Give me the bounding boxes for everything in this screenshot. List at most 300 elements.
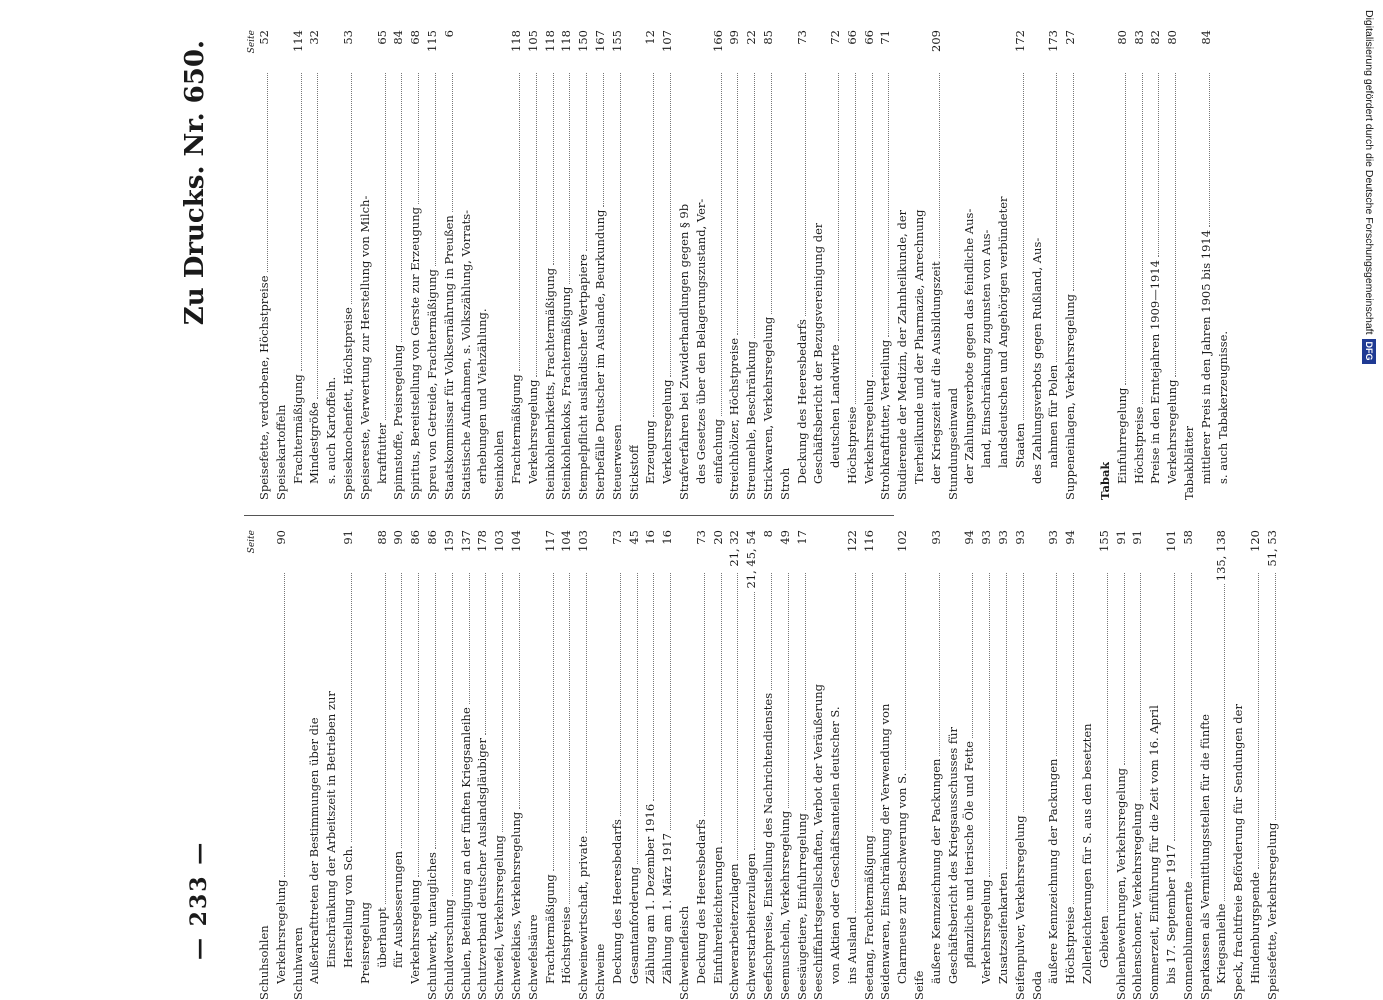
entry-term: Frachtermäßigung bbox=[542, 874, 557, 984]
index-entry bbox=[693, 30, 710, 500]
entry-page-ref: 118 bbox=[542, 30, 557, 52]
dot-leader bbox=[476, 573, 486, 735]
entry-term: Deckung des Heeresbedarfs bbox=[693, 819, 708, 984]
entry-term: pflanzliche und tierische Öle und Fette bbox=[962, 741, 977, 968]
dot-leader bbox=[1182, 573, 1192, 878]
dot-leader bbox=[712, 73, 722, 416]
dot-leader bbox=[528, 573, 537, 911]
dot-leader bbox=[409, 573, 419, 877]
entry-page-ref: 115 bbox=[424, 30, 439, 52]
index-entry bbox=[525, 30, 542, 500]
entry-term: Stroh bbox=[777, 467, 792, 500]
entry-term: Schweine bbox=[592, 943, 607, 1000]
dot-leader bbox=[1249, 573, 1259, 869]
dot-leader bbox=[1032, 73, 1041, 235]
entry-page-ref: 83 bbox=[1131, 30, 1146, 45]
entry-term: bis 17. September 1917 bbox=[1164, 844, 1179, 984]
index-entry bbox=[424, 30, 441, 500]
entry-page-ref: 22 bbox=[744, 30, 759, 45]
entry-page-ref: 12 bbox=[643, 30, 658, 45]
dot-leader bbox=[342, 73, 352, 304]
index-entry bbox=[508, 30, 525, 500]
dot-leader bbox=[460, 573, 470, 704]
dot-leader bbox=[948, 73, 957, 385]
entry-term: kraftfutter bbox=[374, 422, 389, 484]
entry-term: Statistische Aufnahmen, s. Volkszählung, Vorrats- bbox=[458, 210, 473, 500]
index-entry bbox=[306, 530, 323, 1000]
entry-term: Tierheilkunde und der Pharmazie, Anrechnung bbox=[912, 209, 927, 484]
dot-leader bbox=[494, 73, 503, 427]
dot-leader bbox=[846, 573, 856, 913]
entry-term: Schweinewirtschaft, private bbox=[576, 835, 591, 1000]
dot-leader bbox=[930, 73, 940, 258]
dot-leader bbox=[309, 573, 318, 714]
dot-leader bbox=[477, 73, 486, 305]
index-entry bbox=[1131, 30, 1148, 500]
dot-leader bbox=[376, 573, 386, 904]
dot-leader bbox=[510, 573, 520, 809]
dot-leader bbox=[964, 73, 973, 206]
dot-leader bbox=[1184, 73, 1193, 423]
entry-term: Mindestgröße bbox=[307, 402, 322, 484]
dot-leader bbox=[1098, 573, 1108, 912]
dot-leader bbox=[813, 73, 822, 220]
entry-term: Strohkraftfutter, Verteilung bbox=[878, 339, 893, 500]
dot-leader bbox=[443, 573, 453, 896]
index-entry bbox=[592, 30, 609, 500]
dot-leader bbox=[896, 573, 906, 770]
dot-leader bbox=[1149, 73, 1159, 257]
index-entry bbox=[1129, 530, 1146, 1000]
dot-leader bbox=[1088, 73, 1097, 497]
entry-term: Gebieten bbox=[1096, 915, 1111, 968]
index-entry bbox=[1114, 30, 1131, 500]
entry-page-ref: 155 bbox=[609, 30, 624, 52]
index-entry bbox=[1181, 30, 1198, 500]
entry-term: Stundungseinwand bbox=[945, 387, 960, 500]
index-entry bbox=[390, 30, 407, 500]
entry-page-ref: 82 bbox=[1148, 30, 1163, 45]
entry-page-ref: 90 bbox=[273, 530, 288, 545]
index-entry bbox=[323, 530, 340, 1000]
entry-term: Schuhwerk, untaugliches bbox=[424, 852, 439, 1000]
entry-page-ref: 167 bbox=[592, 30, 607, 52]
index-entry bbox=[945, 30, 962, 500]
dot-leader bbox=[560, 573, 570, 904]
index-entry bbox=[1079, 530, 1096, 1000]
entry-term: Sommerzeit, Einführung für die Zeit vom 16. April bbox=[1147, 705, 1162, 1000]
entry-term: s. auch Kartoffeln. bbox=[324, 376, 339, 484]
entry-term: Schweinefleisch bbox=[676, 905, 691, 1000]
dot-leader bbox=[679, 73, 688, 201]
index-entry bbox=[626, 30, 643, 500]
entry-page-ref: 99 bbox=[727, 30, 742, 45]
index-entry bbox=[340, 530, 357, 1000]
entry-term: Soda bbox=[1029, 970, 1044, 1000]
entry-term: Zollerleichterungen für S. aus den besetzten bbox=[1080, 723, 1095, 984]
entry-page-ref: 172 bbox=[1012, 30, 1027, 52]
dot-leader bbox=[1133, 73, 1143, 404]
entry-page-ref: 93 bbox=[1012, 530, 1027, 545]
entry-page-ref: 66 bbox=[861, 30, 876, 45]
index-entry bbox=[558, 30, 575, 500]
index-entry bbox=[1264, 530, 1281, 1000]
entry-page-ref: 118 bbox=[508, 30, 523, 52]
dot-leader bbox=[1115, 573, 1125, 765]
dot-leader bbox=[1032, 573, 1041, 968]
entry-page-ref: 52 bbox=[257, 30, 271, 45]
dot-leader bbox=[644, 73, 654, 417]
dot-leader bbox=[1218, 73, 1227, 328]
index-entry bbox=[760, 530, 777, 1000]
index-entry bbox=[508, 530, 525, 1000]
entry-term: Verkehrsregelung bbox=[979, 879, 994, 984]
index-entry bbox=[1180, 530, 1197, 1000]
index-entry bbox=[844, 30, 861, 500]
entry-term: Suppeneinlagen, Verkehrsregelung bbox=[1063, 294, 1078, 500]
entry-term: Tabakblätter bbox=[1182, 425, 1197, 500]
entry-page-ref: 155 bbox=[1096, 530, 1111, 552]
index-entry bbox=[659, 30, 676, 500]
dot-leader bbox=[997, 573, 1007, 869]
entry-term: Deckung des Heeresbedarfs bbox=[794, 319, 809, 484]
index-entry bbox=[374, 530, 391, 1000]
index-entry bbox=[273, 30, 290, 500]
entry-term: Deckung des Heeresbedarfs bbox=[609, 819, 624, 984]
index-entry bbox=[1045, 30, 1062, 500]
entry-term: Verkehrsregelung bbox=[660, 379, 675, 484]
entry-term: Sterbefälle Deutscher im Auslande, Beurkundung bbox=[592, 209, 607, 500]
entry-term: Studierende der Medizin, der Zahnheilkunde, der bbox=[895, 209, 910, 500]
entry-term: Strickwaren, Verkehrsregelung bbox=[760, 316, 775, 500]
entry-term: Tabak bbox=[1098, 461, 1113, 500]
credit-text: Digitalisierung gefördert durch die Deutsche Forschungsgemeinschaft bbox=[1363, 10, 1375, 335]
dot-leader bbox=[342, 573, 352, 842]
dot-leader bbox=[1082, 573, 1091, 720]
entry-term: Speisefette, verdorbene, Höchstpreise bbox=[257, 275, 271, 500]
entry-term: äußere Kennzeichnung der Packungen bbox=[928, 758, 943, 984]
dot-leader bbox=[510, 73, 520, 371]
entry-page-ref: 93 bbox=[1046, 530, 1061, 545]
entry-term: Schwefelsäure bbox=[525, 914, 540, 1000]
dot-leader bbox=[292, 73, 302, 371]
entry-page-ref: 150 bbox=[576, 30, 591, 52]
index-entry bbox=[441, 530, 458, 1000]
dot-leader bbox=[493, 573, 503, 832]
entry-page-ref: 93 bbox=[928, 530, 943, 545]
dot-leader bbox=[696, 73, 705, 196]
dot-leader bbox=[1149, 573, 1158, 702]
index-entry bbox=[642, 30, 659, 500]
entry-term: Streumehle, Beschränkung bbox=[744, 340, 759, 500]
index-entry bbox=[760, 30, 777, 500]
dot-leader bbox=[780, 73, 789, 465]
entry-term: Schwefelkies, Verkehrsregelung bbox=[508, 811, 523, 1000]
index-entry bbox=[290, 530, 307, 1000]
index-entry bbox=[928, 530, 945, 1000]
index-entry bbox=[743, 530, 760, 1000]
entry-page-ref: 80 bbox=[1165, 30, 1180, 45]
entry-page-ref: 91 bbox=[1130, 530, 1145, 545]
index-entry bbox=[861, 30, 878, 500]
entry-term: überhaupt bbox=[374, 907, 389, 968]
index-entry bbox=[1215, 30, 1232, 500]
entry-term: Speisekartoffeln bbox=[273, 404, 288, 500]
entry-page-ref: 91 bbox=[1113, 530, 1128, 545]
index-entry bbox=[542, 30, 559, 500]
entry-page-ref: 68 bbox=[408, 30, 423, 45]
dot-leader bbox=[426, 573, 436, 849]
entry-term: s. auch Tabakerzeugnisse. bbox=[1215, 330, 1230, 484]
index-entry bbox=[340, 30, 357, 500]
index-entry bbox=[911, 530, 928, 1000]
index-entry bbox=[458, 530, 475, 1000]
dot-leader bbox=[560, 73, 570, 284]
dot-leader bbox=[293, 573, 302, 924]
entry-page-ref: 88 bbox=[374, 530, 389, 545]
dot-leader bbox=[326, 573, 335, 688]
dot-leader bbox=[628, 573, 638, 864]
dot-leader bbox=[661, 573, 671, 830]
dot-leader bbox=[1166, 73, 1176, 377]
entry-page-ref: 90 bbox=[391, 530, 406, 545]
entry-page-ref: 49 bbox=[777, 530, 792, 545]
dot-leader bbox=[963, 573, 973, 738]
index-entry bbox=[1062, 30, 1079, 500]
entry-page-ref: 117 bbox=[542, 530, 557, 552]
entry-term: Geschäftsbericht der Bezugsvereinigung der bbox=[811, 222, 826, 484]
index-entry bbox=[978, 530, 995, 1000]
entry-page-ref: 16 bbox=[643, 530, 658, 545]
entry-term: Sohlenschoner, Verkehrsregelung bbox=[1130, 803, 1145, 1000]
dfg-logo: DFG bbox=[1362, 339, 1376, 364]
index-entry bbox=[676, 530, 693, 1000]
index-entry bbox=[1213, 530, 1230, 1000]
entry-term: Einfuhrregelung bbox=[1114, 387, 1129, 484]
dot-leader bbox=[577, 73, 587, 251]
entry-term: Gesamtanforderung bbox=[626, 866, 641, 984]
entry-term: Speiseknochenfett, Höchstpreise bbox=[340, 307, 355, 500]
dot-leader bbox=[880, 573, 889, 701]
index-entry bbox=[441, 30, 458, 500]
entry-term: Streichhölzer, Höchstpreise bbox=[727, 337, 742, 500]
entry-page-ref: 84 bbox=[391, 30, 406, 45]
entry-page-ref: 93 bbox=[996, 530, 1011, 545]
entry-term: Steinkohlenbriketts, Frachtermäßigung bbox=[542, 267, 557, 500]
index-column-right bbox=[244, 30, 1231, 500]
entry-term: Spiritus, Bereitstellung von Gerste zur Erzeugung bbox=[408, 207, 423, 500]
dot-leader bbox=[914, 573, 923, 968]
dot-leader bbox=[863, 73, 873, 377]
dot-leader bbox=[914, 73, 923, 206]
index-entry bbox=[978, 30, 995, 500]
entry-page-ref: 178 bbox=[475, 530, 490, 552]
index-entry bbox=[357, 530, 374, 1000]
seite-label: Seite bbox=[247, 530, 257, 554]
entry-page-ref: 159 bbox=[441, 530, 456, 552]
index-entry bbox=[1230, 530, 1247, 1000]
index-entry bbox=[794, 30, 811, 500]
dot-leader bbox=[998, 73, 1007, 193]
dot-leader bbox=[258, 73, 268, 273]
entry-term: äußere Kennzeichnung der Packungen bbox=[1046, 758, 1061, 984]
entry-page-ref: 71 bbox=[878, 30, 893, 45]
entry-term: Schwefel, Verkehrsregelung bbox=[492, 835, 507, 1000]
page-number: — 233 — bbox=[186, 840, 212, 960]
index-entry bbox=[911, 30, 928, 500]
dot-leader bbox=[728, 73, 738, 335]
entry-page-ref: 122 bbox=[844, 530, 859, 552]
index-entry bbox=[726, 530, 743, 1000]
index-entry bbox=[861, 530, 878, 1000]
index-entry bbox=[609, 30, 626, 500]
entry-term: Steuerwesen bbox=[609, 424, 624, 500]
dot-leader bbox=[897, 73, 906, 207]
index-entry bbox=[491, 530, 508, 1000]
dot-leader bbox=[409, 73, 419, 204]
index-entry bbox=[1029, 530, 1046, 1000]
index-entry bbox=[1062, 530, 1079, 1000]
index-entry bbox=[1147, 30, 1164, 500]
entry-term: deutschen Landwirte bbox=[828, 344, 843, 468]
entry-page-ref: 32 bbox=[307, 30, 322, 45]
index-entry bbox=[877, 530, 894, 1000]
entry-page-ref: 86 bbox=[408, 530, 423, 545]
index-entry bbox=[1045, 530, 1062, 1000]
dot-leader bbox=[259, 573, 268, 922]
index-entry bbox=[1096, 530, 1113, 1000]
entry-term: der Kriegszeit auf die Ausbildungszeit bbox=[928, 261, 943, 484]
entry-term: Preisregelung bbox=[357, 902, 372, 984]
index-entry bbox=[810, 30, 827, 500]
dot-leader bbox=[661, 73, 671, 377]
index-entry bbox=[928, 30, 945, 500]
dot-leader bbox=[1064, 573, 1074, 904]
dot-leader bbox=[629, 73, 638, 442]
entry-term: Zählung am 1. März 1917 bbox=[660, 833, 675, 984]
index-entry bbox=[1247, 530, 1264, 1000]
index-entry bbox=[626, 530, 643, 1000]
entry-term: Sparkassen als Vermittlungsstellen für die fünfte bbox=[1197, 714, 1212, 1000]
entry-page-ref: 104 bbox=[559, 530, 574, 552]
entry-term: für Ausbesserungen bbox=[391, 850, 406, 968]
dot-leader bbox=[392, 73, 402, 342]
entry-term: Steinkohlen bbox=[492, 430, 507, 500]
entry-page-ref: 84 bbox=[1198, 30, 1213, 45]
index-entry bbox=[726, 30, 743, 500]
index-entry bbox=[491, 30, 508, 500]
dot-leader bbox=[981, 73, 990, 227]
entry-term: Zusatzseifenkarten bbox=[996, 872, 1011, 984]
index-entry bbox=[794, 530, 811, 1000]
dot-leader bbox=[980, 573, 990, 877]
dot-leader bbox=[308, 73, 318, 399]
index-entry bbox=[273, 530, 290, 1000]
entry-term: Spinnstoffe, Preisregelung bbox=[391, 344, 406, 500]
index-entry bbox=[945, 530, 962, 1000]
index-entry bbox=[474, 530, 491, 1000]
entry-page-ref: 137 bbox=[458, 530, 473, 552]
entry-term: Stickstoff bbox=[626, 444, 641, 500]
dot-leader bbox=[376, 73, 386, 420]
index-entry bbox=[710, 530, 727, 1000]
entry-term: Verkehrsregelung bbox=[273, 879, 288, 984]
dot-leader bbox=[829, 73, 839, 341]
index-entry bbox=[1029, 30, 1046, 500]
index-entry bbox=[743, 30, 760, 500]
entry-term: erhebungen und Viehzählung. bbox=[475, 308, 490, 484]
dot-leader bbox=[679, 573, 688, 903]
entry-page-ref: 66 bbox=[844, 30, 859, 45]
entry-page-ref: 103 bbox=[492, 530, 507, 552]
entry-term: Einschränkung der Arbeitszeit in Betrieben zur bbox=[324, 691, 339, 968]
dot-leader bbox=[762, 573, 772, 690]
entry-term: Staatskommissar für Volksernährung in Preußen bbox=[441, 215, 456, 500]
index-entry bbox=[575, 30, 592, 500]
index-entry bbox=[961, 530, 978, 1000]
entry-term: Stempelpflicht ausländischer Wertpapiere bbox=[576, 254, 591, 500]
entry-term: Speisefette, Verkehrsregelung bbox=[1264, 822, 1279, 1000]
entry-page-ref: 8 bbox=[760, 530, 775, 538]
entry-term: Seife bbox=[912, 970, 927, 1000]
index-entry bbox=[1164, 30, 1181, 500]
entry-page-ref: 86 bbox=[424, 530, 439, 545]
dot-leader bbox=[1079, 73, 1088, 497]
entry-page-ref: 107 bbox=[660, 30, 675, 52]
dot-leader bbox=[1266, 573, 1276, 820]
entry-term: Seifenpulver, Verkehrsregelung bbox=[1012, 815, 1027, 1000]
dot-leader bbox=[611, 573, 621, 816]
page-header bbox=[180, 0, 240, 1000]
entry-term: Strafverfahren bei Zuwiderhandlungen gegen § 9b bbox=[676, 203, 691, 500]
dot-leader bbox=[1215, 584, 1225, 900]
index-entry bbox=[693, 530, 710, 1000]
dot-leader bbox=[360, 573, 369, 899]
entry-term: Schwerstarbeiterzulagen bbox=[744, 852, 759, 1000]
entry-page-ref: 53 bbox=[340, 30, 355, 45]
entry-term: Preise in den Erntejahren 1909—1914 bbox=[1148, 259, 1163, 484]
entry-term: Frachtermäßigung bbox=[290, 374, 305, 484]
dot-leader bbox=[863, 573, 873, 832]
dot-leader bbox=[930, 573, 940, 756]
dot-leader bbox=[1200, 73, 1210, 227]
entry-term: Charmeuse zur Beschwerung von S. bbox=[895, 772, 910, 984]
entry-page-ref: 114 bbox=[290, 30, 305, 52]
dot-leader bbox=[276, 73, 285, 402]
entry-page-ref: 6 bbox=[441, 30, 456, 38]
index-entry bbox=[374, 30, 391, 500]
entry-term: Hindenburgspende bbox=[1248, 872, 1263, 984]
index-entry bbox=[407, 530, 424, 1000]
dot-leader bbox=[745, 73, 755, 338]
entry-term: Schuhwaren bbox=[290, 927, 305, 1000]
index-entry bbox=[390, 530, 407, 1000]
dot-leader bbox=[644, 573, 654, 801]
dot-leader bbox=[544, 73, 554, 265]
entry-term: Einfuhrerleichterungen bbox=[710, 846, 725, 984]
dot-leader bbox=[326, 73, 335, 374]
entry-page-ref: 102 bbox=[895, 530, 910, 552]
index-entry bbox=[1012, 30, 1029, 500]
index-entry bbox=[407, 30, 424, 500]
entry-term: Schuldverschung bbox=[441, 899, 456, 1000]
dot-leader bbox=[1014, 573, 1024, 812]
dot-leader bbox=[1116, 73, 1126, 385]
entry-page-ref: 73 bbox=[693, 530, 708, 545]
entry-term: Seemuscheln, Verkehrsregelung bbox=[777, 810, 792, 1000]
index-entry bbox=[474, 30, 491, 500]
index-column-left bbox=[244, 530, 1281, 1000]
